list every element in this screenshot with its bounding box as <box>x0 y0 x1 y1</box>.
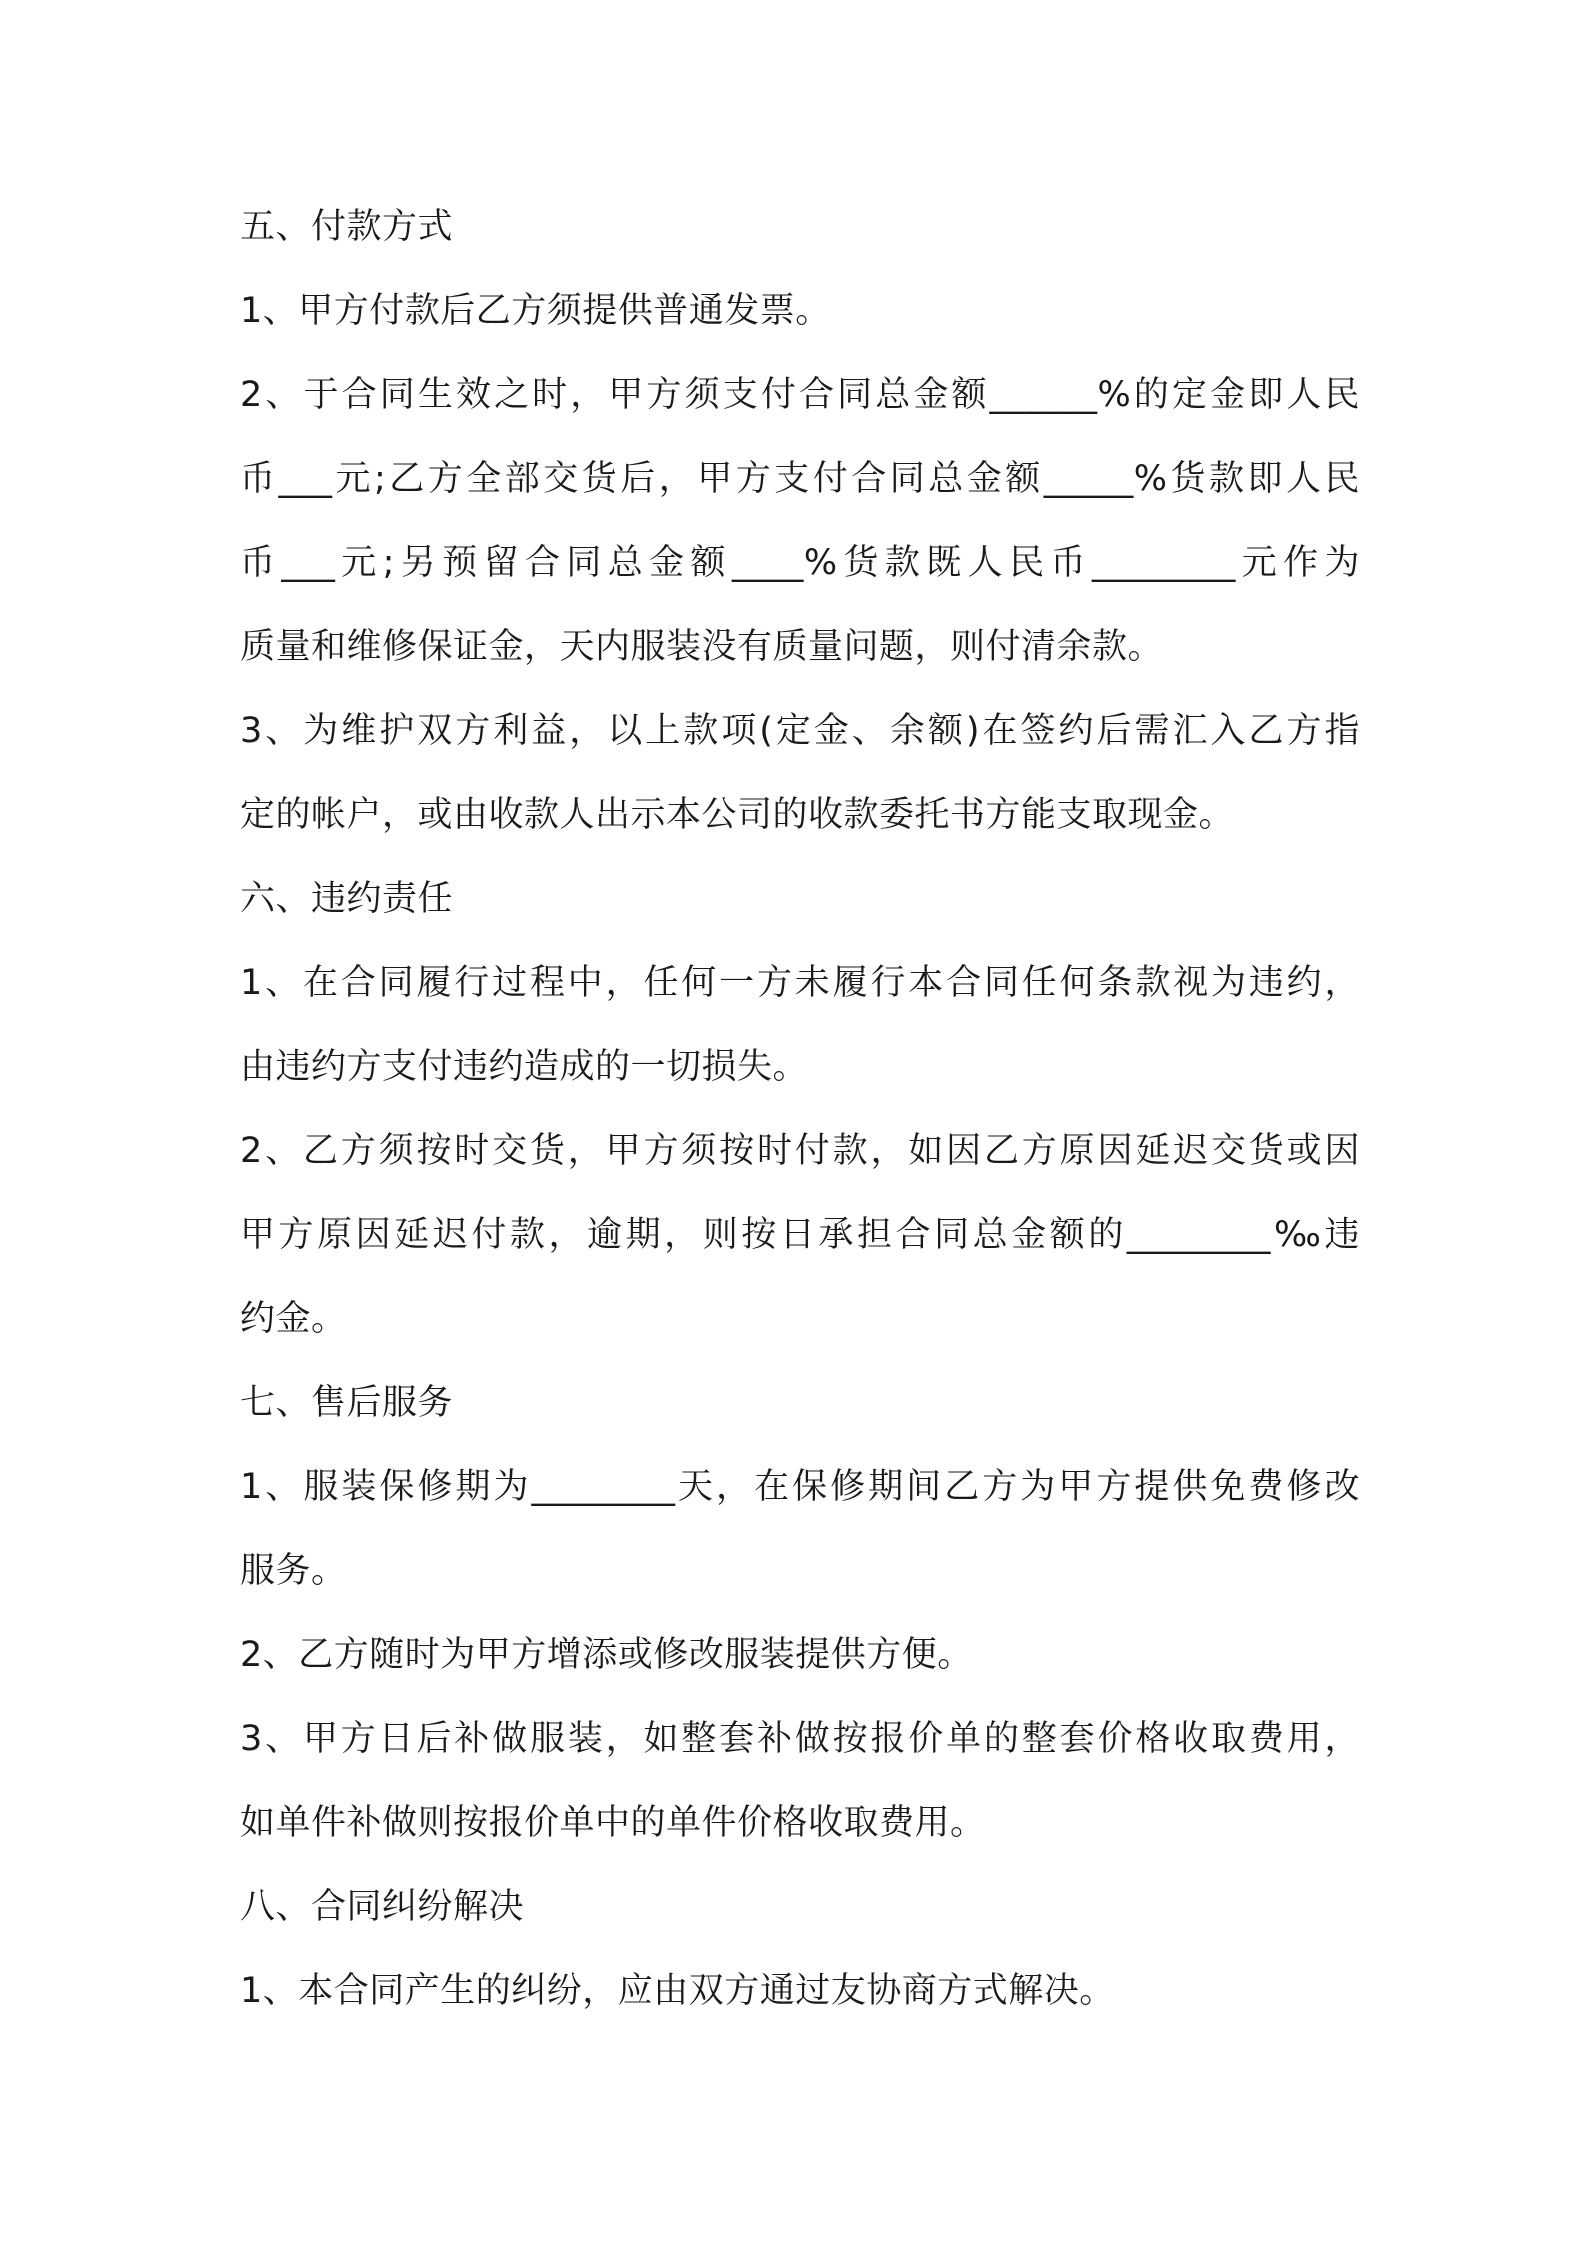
paragraph-line: 3、为维护双方利益，以上款项(定金、余额)在签约后需汇入乙方指 <box>240 711 1360 751</box>
section-heading-payment: 五、付款方式 <box>240 207 454 247</box>
paragraph-line: 1、甲方付款后乙方须提供普通发票。 <box>240 291 831 331</box>
paragraph-line: 1、服装保修期为________天，在保修期间乙方为甲方提供免费修改 <box>240 1467 1360 1507</box>
section-heading-after-sales: 七、售后服务 <box>240 1383 454 1423</box>
paragraph-line: 2、乙方随时为甲方增添或修改服装提供方便。 <box>240 1635 973 1675</box>
paragraph-line: 服务。 <box>240 1551 347 1591</box>
paragraph-line: 如单件补做则按报价单中的单件价格收取费用。 <box>240 1803 986 1843</box>
section-heading-dispute: 八、合同纠纷解决 <box>240 1887 525 1927</box>
paragraph-line: 由违约方支付违约造成的一切损失。 <box>240 1047 809 1087</box>
paragraph-line: 1、在合同履行过程中，任何一方未履行本合同任何条款视为违约， <box>240 963 1360 1003</box>
paragraph-line: 2、于合同生效之时，甲方须支付合同总金额______%的定金即人民 <box>240 375 1360 415</box>
paragraph-line: 约金。 <box>240 1299 347 1339</box>
paragraph-line: 3、甲方日后补做服装，如整套补做按报价单的整套价格收取费用， <box>240 1719 1360 1759</box>
paragraph-line: 定的帐户，或由收款人出示本公司的收款委托书方能支取现金。 <box>240 795 1235 835</box>
document-page <box>240 185 1360 2033</box>
section-heading-breach: 六、违约责任 <box>240 879 454 919</box>
paragraph-line: 1、本合同产生的纠纷，应由双方通过友协商方式解决。 <box>240 1971 1115 2011</box>
paragraph-line: 质量和维修保证金，天内服装没有质量问题，则付清余款。 <box>240 627 1164 667</box>
paragraph-line: 2、乙方须按时交货，甲方须按时付款，如因乙方原因延迟交货或因 <box>240 1131 1360 1171</box>
paragraph-line: 币___元;乙方全部交货后，甲方支付合同总金额_____%货款即人民 <box>240 459 1360 499</box>
paragraph-line: 币___元;另预留合同总金额____%货款既人民币________元作为 <box>240 543 1360 583</box>
paragraph-line: 甲方原因延迟付款，逾期，则按日承担合同总金额的________‰违 <box>240 1215 1360 1255</box>
